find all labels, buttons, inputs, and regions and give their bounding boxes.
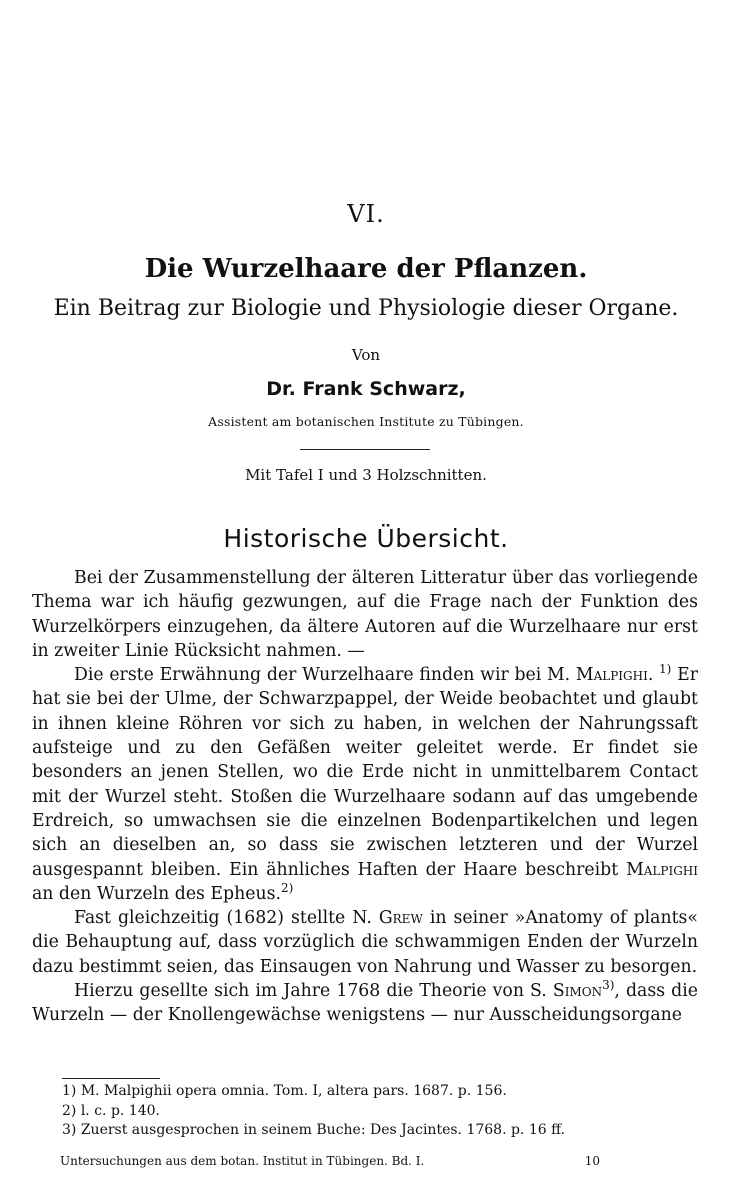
article-subtitle: Ein Beitrag zur Biologie und Physiologie dieser Organe. bbox=[53, 296, 679, 321]
p2-text-c: an den Wurzeln des Epheus. bbox=[32, 883, 281, 904]
p2-text-b: Er hat sie bei der Ulme, der Schwarzpappel, der Weide beobachtet und glaubt in ihnen kleine Röhren vor sich zu haben, in welchen der Nahrungssaft aufsteige und zu den Gefäßen weiter geleitet werde. Er findet sie besonders an jenen Stellen, wo die Erde nicht in unmittelbarem Contact mit der Wurzel steht. Stoßen die Wurzelhaare sodann auf das umgebende Erdreich, so umwachsen sie die einzelnen Bodenpartikelchen und legen sich an dieselben an, so dass sie zwischen letzteren und der Wurzel ausgespannt bleiben. Ein ähnliches Haften der Haare beschreibt bbox=[32, 665, 698, 880]
p3-text-a: Fast gleichzeitig (1682) stellte N. bbox=[74, 908, 372, 929]
p3-text-b: in seiner »Anatomy of plants« die Behauptung auf, dass vorzüglich die schwammigen Enden der Wurzeln dazu bestimmt seien, das Einsaugen von Nahrung und Wasser zu besorgen. bbox=[32, 908, 698, 977]
p2-text-a: Die erste Erwähnung der Wurzelhaare finden wir bei M. bbox=[74, 665, 571, 686]
author-ref-malpighi: Malpighi. bbox=[575, 665, 654, 686]
footnote-marker-3: 3) bbox=[602, 978, 615, 993]
paragraph-2 bbox=[32, 663, 698, 906]
footer-signature: 10 bbox=[584, 1154, 600, 1168]
footnote-marker-2: 2) bbox=[280, 881, 294, 896]
footnote-1: 1) M. Malpighii opera omnia. Tom. I, altera pars. 1687. p. 156. bbox=[62, 1083, 507, 1099]
footnote-divider bbox=[62, 1078, 160, 1079]
author-affiliation: Assistent am botanischen Institute zu Tübingen. bbox=[208, 414, 524, 429]
author-name: Dr. Frank Schwarz, bbox=[266, 378, 466, 400]
footnote-2: 2) l. c. p. 140. bbox=[62, 1102, 160, 1119]
by-line: Von bbox=[351, 346, 381, 364]
plates-note: Mit Tafel I und 3 Holzschnitten. bbox=[245, 466, 487, 484]
footnote-marker-1: 1) bbox=[659, 662, 672, 677]
author-ref-grew: Grew bbox=[378, 908, 423, 929]
paragraph-1: Bei der Zusammenstellung der älteren Litteratur über das vorliegende Thema war ich häufig gezwungen, auf die Frage nach der Funktion des Wurzelkörpers einzugehen, da ältere Autoren auf die Wurzelhaare nur erst in zweiter Linie Rücksicht nahmen. — bbox=[32, 568, 698, 661]
header-divider bbox=[300, 449, 430, 450]
footnotes bbox=[62, 1082, 682, 1141]
p4-text-b: , dass die Wurzeln — der Knollengewächse wenigstens — nur Ausscheidungsorgane bbox=[32, 981, 699, 1026]
footer-series: Untersuchungen aus dem botan. Institut in Tübingen. Bd. I. bbox=[60, 1154, 425, 1168]
p4-text-a: Hierzu gesellte sich im Jahre 1768 die Theorie von S. bbox=[74, 981, 547, 1002]
body-text bbox=[32, 566, 698, 1028]
section-heading: Historische Übersicht. bbox=[223, 524, 509, 553]
chapter-number: VI. bbox=[347, 200, 385, 228]
footnote-3: 3) Zuerst ausgesprochen in seinem Buche: Des Jacintes. 1768. p. 16 ff. bbox=[62, 1122, 565, 1138]
paragraph-3 bbox=[32, 906, 698, 979]
author-ref-simon: Simon bbox=[552, 981, 603, 1002]
paragraph-4 bbox=[32, 979, 698, 1028]
author-ref-malpighi-2: Malpighi bbox=[626, 859, 698, 880]
article-title: Die Wurzelhaare der Pflanzen. bbox=[144, 254, 588, 284]
